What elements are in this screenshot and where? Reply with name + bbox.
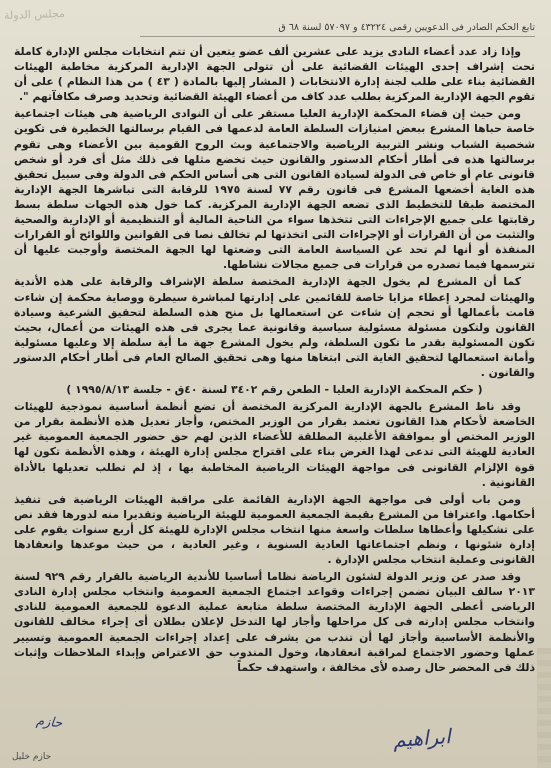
paragraph: ومن حيث إن قضاء المحكمة الإدارية العليا مستقر على أن النوادى الرياضية هى هيئات اجتماعية خاصة حباها المشرع ببعض امتيازات السلطة العامة لدعمها فى القيام برسالتها الخطيرة فى تكوين شخصية الشباب ونشر التربية الرياضية والاجتماعية وبث الروح القومية بين الأعضاء وهى تقوم برسالتها هذه فى أطار أحكام الدستور والقانون حيث تخضع مثلها فى ذلك مثل أى فرد أو شخص قانونى عام أو خاص فى الدولة لسيادة القانون التى هى أساس الحكم فى الدولة وفى سبيل تحقيق هذه الغاية أخضعها المشرع فى قانون رقم ٧٧ لسنة ١٩٧٥ للرقابة التى تباشرها الجهة الإدارية المختصة طبقا للتخطيط الذى تضعه الجهة الإدارية المركزية. كما خول هذه الجهات سلطة بسط رقابتها على جميع الإجراءات التى تتخذها سواء من الناحية المالية أو التنظيمية أو الإدارية والصحية والتثبت من أن القرارات أو الإجراءات التى اتخذتها لم تخالف نصا فى القوانين واللوائح أو القرارات المنفذة أو أنها لم تحد عن السياسة العامة التى وضعتها لها الجهة المختصة وأوجبت عليها أن تترسمها فيما تصدره من قرارات فى جميع مجالات نشاطها. bbox=[14, 107, 535, 272]
citation: ( حكم المحكمة الإدارية العليا - الطعن رقم ٣٤٠٢ لسنة ٤٠ق - جلسة ١٩٩٥/٨/١٣ ) bbox=[66, 383, 483, 397]
paragraph: وقد صدر عن وزير الدولة لشئون الرياضة نظاما أساسيا للأندية الرياضية بالقرار رقم ٩٢٩ لسنة ٢٠١٣ سالف البيان تضمن إجراءات وقواعد اجتماع الجمعية العمومية وانتخاب مجلس إدارة النادى الرياضى أعطى الجهة الإدارية المختصة سلطة متابعة عملية الدعوة للجمعية العمومية للنادى وانتخاب مجلس إدارته فى كل مراحلها وأجاز لها التدخل لإعلان بطلان أى إجراء مخالف للقانون والأنظمة الأساسية وأجاز لها أن تندب من يشرف على إعداد إجراءات الجمعية العمومية وتسيير عملها وحضور الاجتماع لمراقبة انعقادها، وخول المندوب حق الاعتراض وإبداء الملاحظات وإثبات ذلك فى المحضر حال رصده لأى مخالفة ، واستهدف حكماً bbox=[14, 570, 535, 674]
signature-left: حازم bbox=[35, 713, 64, 732]
paragraph: كما أن المشرع لم يخول الجهة الإدارية المختصة سلطة الإشراف والرقابة على هذه الأندية والهيئات لمجرد إعطاء مزايا خاصة للقائمين على إدارتها لمباشرة سيطرة ووصاية محكمة إن شاءت قامت بأعمالها أو تحجم إن شاءت عن استعمالها بل منح هذه السلطة لتحقيق الشرعية وسيادة القانون ولتكون مسئولة مسئولية سياسية وقانونية عما يجرى فى هذه الهيئات من أعمال، بحيث تكون المسئولية بقدر ما تكون السلطة، ولم يخول المشرع جهة ما أية سلطة إلا وعليها مسئولية وأمانة استعمالها لتحقيق الغاية التى ابتغاها منها وهى تحقيق الصالح العام فى أطار أحكام الدستور والقانون . bbox=[14, 275, 535, 379]
judgment-body bbox=[14, 44, 535, 677]
case-header: تابع الحكم الصادر فى الدعويين رقمى ٤٣٢٢٤ و ٥٧٠٩٧ لسنة ٦٨ ق bbox=[140, 22, 535, 37]
scan-edge bbox=[537, 648, 551, 768]
paragraph: وقد ناط المشرع بالجهة الإدارية المركزية المختصة أن تضع أنظمة أساسية نموذجية للهيئات الخاضعة لأحكام هذا القانون تعتمد بقرار من الوزير المختص، وأجاز تعديل هذه الأنظمة بقرار من الوزير المختص أو بموافقة الأغلبية المطلقة للأعضاء الذين لهم حق حضور الجمعية العمومية غير العادية للهيئة التى تدعى لهذا الغرض بناء على اقتراح مجلس إدارة الهيئة ، وهذه الأنظمة تكون لها قوة الإلزام القانونى فى مواجهة الهيئات الرياضية المخاطبة بها ، إذ لم تطلب تعديلها بالأداة القانونية . bbox=[14, 400, 535, 489]
footer-name: حازم خليل bbox=[12, 752, 52, 762]
watermark: مجلس الدولة bbox=[3, 6, 66, 23]
paragraph: وإذا زاد عدد أعضاء النادى يزيد على عشرين ألف عضو يتعين أن تتم انتخابات مجلس الإدارة كاملة تحت إشراف إحدى الهيئات القضائية على أن تتولى الجهة الإدارية المركزية مخاطبة الهيئات القضائية بناء على طلب لجنة إدارة الانتخابات ( المشار إليها بالمادة ( ٤٣ ) من هذا النظام ) على أن تقوم الجهة الإدارية المركزية بطلب عدد كاف من أعضاء الهيئة القضائية وتحديد وصرف مكافآتهم ". bbox=[14, 45, 536, 104]
signature-right: ابراهيم bbox=[392, 724, 452, 752]
paragraph: ومن باب أولى فى مواجهة الجهة الإدارية القائمة على مراقبة الهيئات الرياضية فى تنفيذ أحكامها. واعترافا من المشرع بقيمة الجمعية العمومية للهيئة الرياضية وتقديرا منه لدورها فقد نص على تشكيلها وأعطاها سلطات واسعة منها انتخاب مجلس الإدارة للهيئة كل أربع سنوات يقوم على إدارة شئونها ، ونظم اجتماعاتها العادية السنوية ، وغير العادية ، من حيث موعدها وانعقادها القانونى وعملية انتخاب مجلس الإدارة . bbox=[14, 492, 535, 567]
